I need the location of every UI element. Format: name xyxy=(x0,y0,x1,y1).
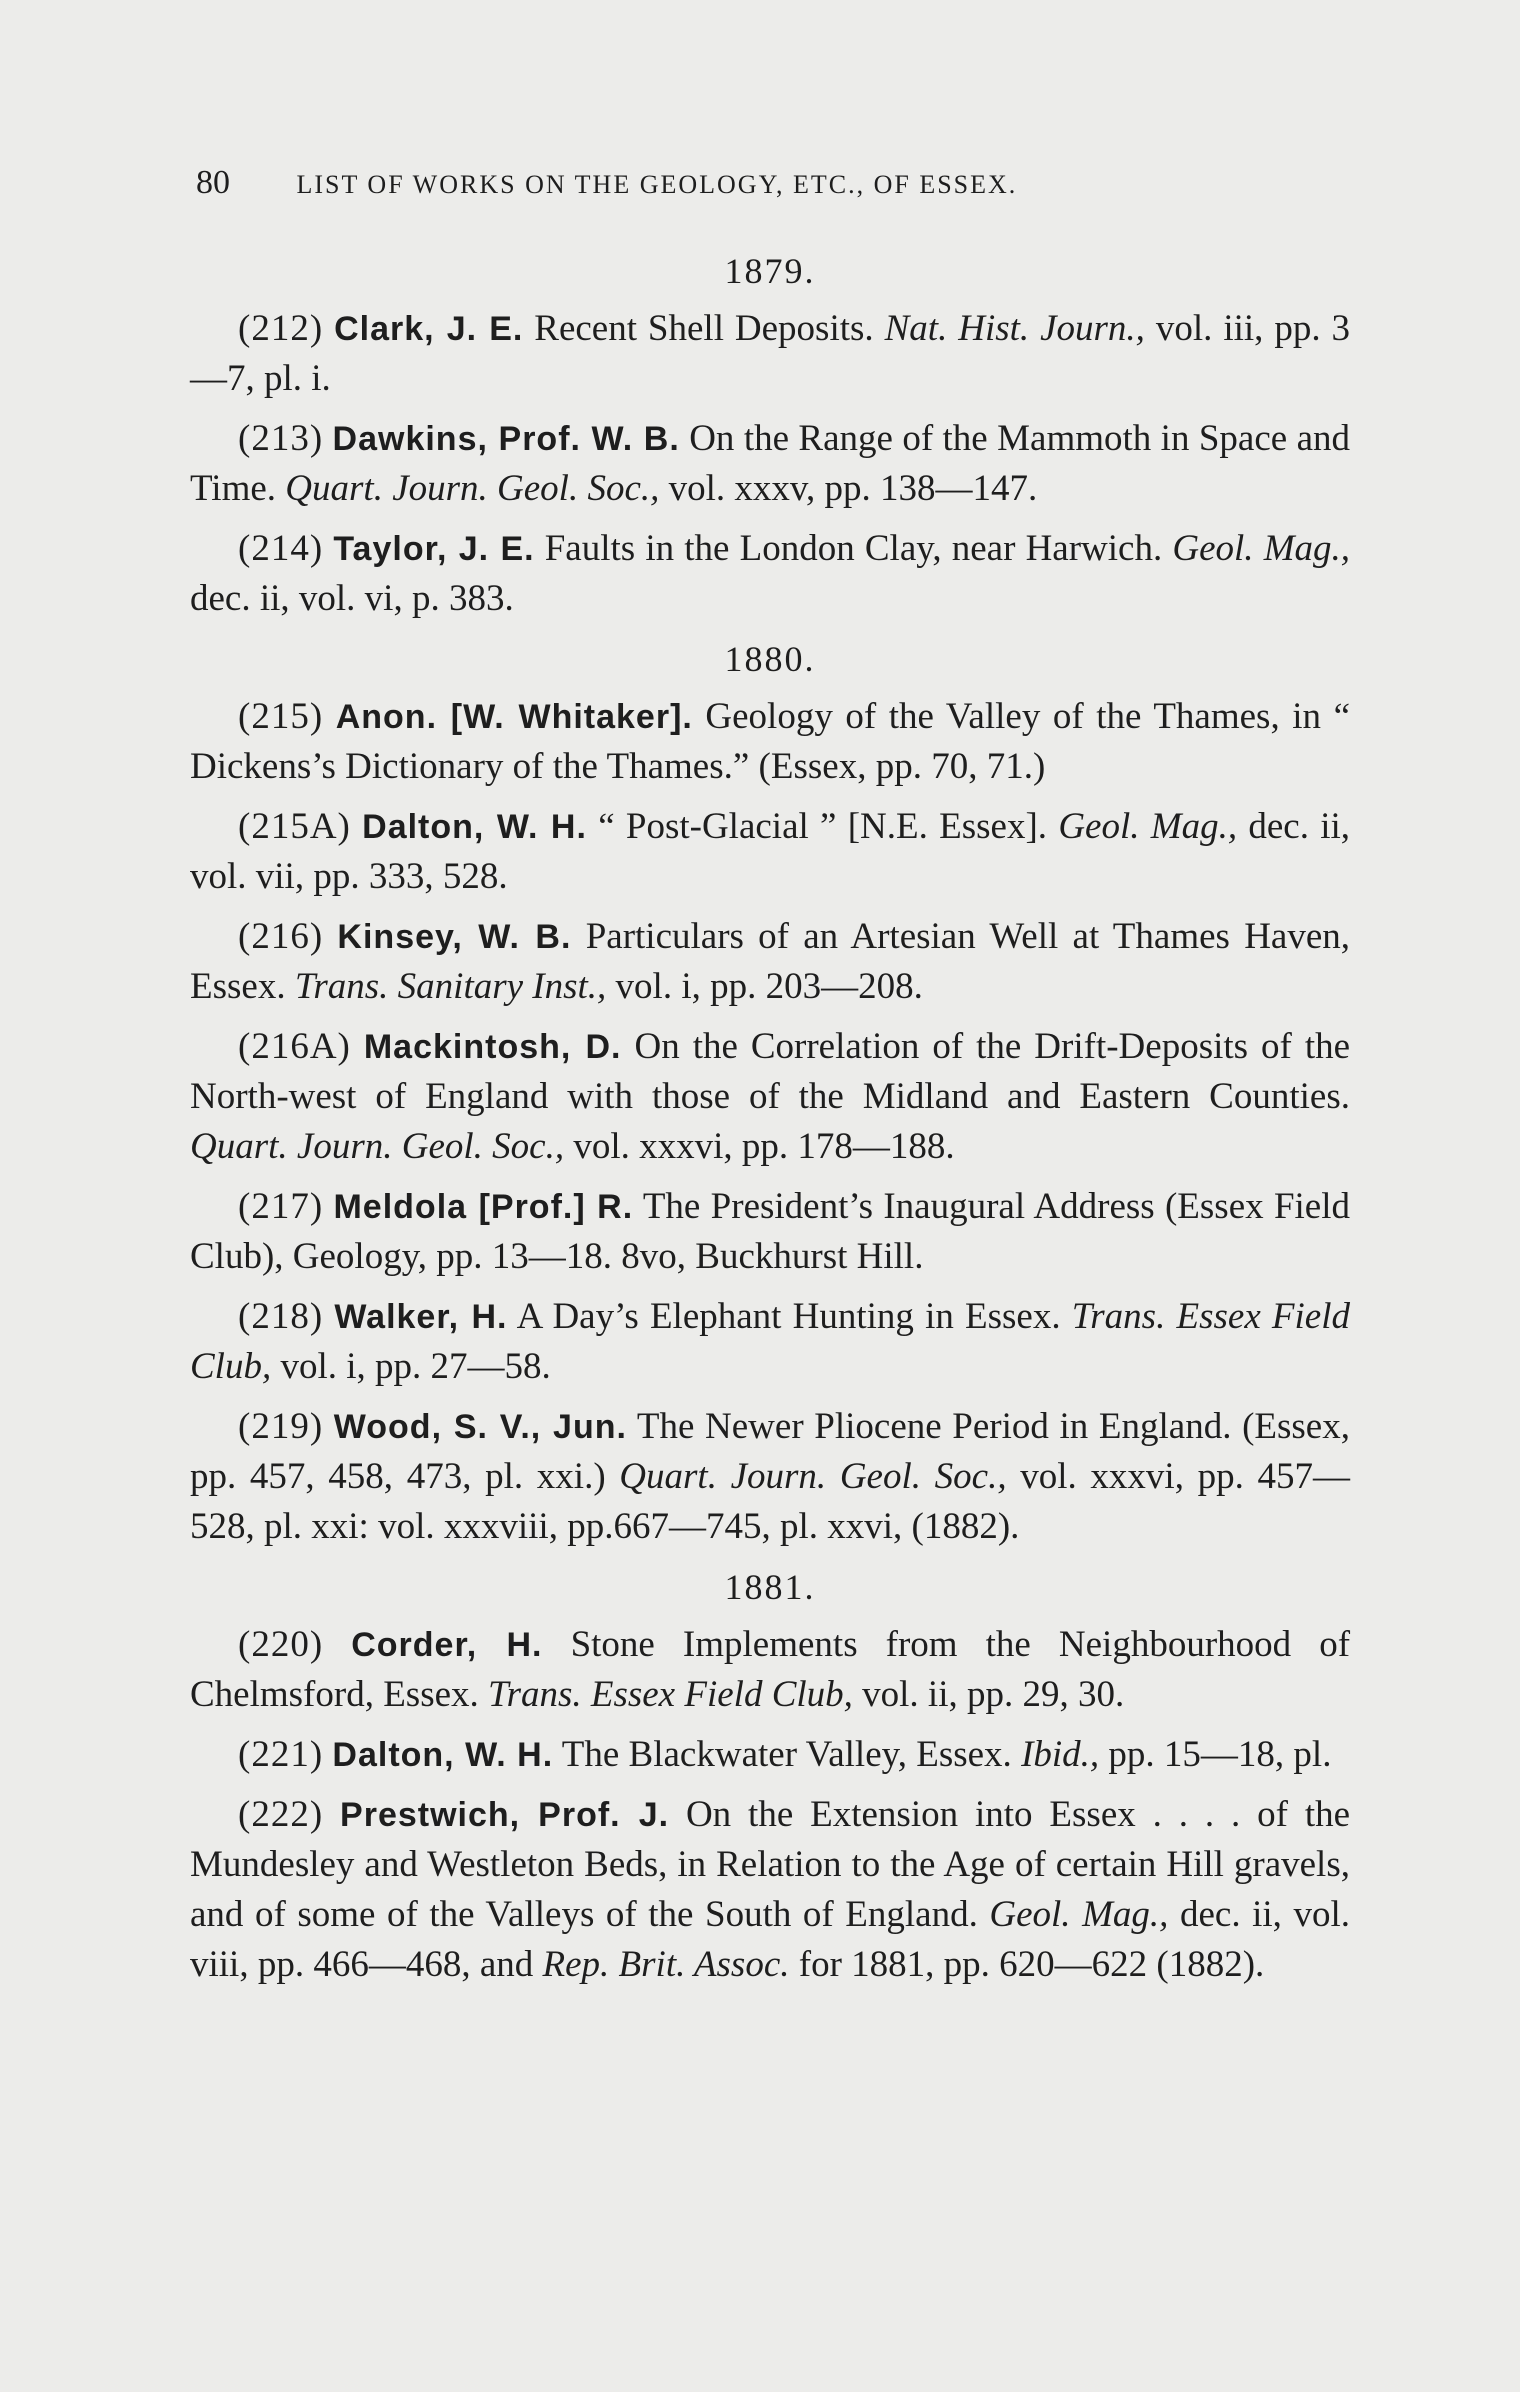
bibliography-entry xyxy=(190,524,1350,624)
bibliography-entry xyxy=(190,1182,1350,1282)
page-number: 80 xyxy=(196,164,230,201)
entry-source: Trans. Sanitary Inst., xyxy=(294,966,607,1007)
entry-number: (213) xyxy=(238,418,324,459)
entry-source: Quart. Journ. Geol. Soc., xyxy=(285,468,660,509)
bibliography-entry xyxy=(190,1402,1350,1552)
entry-author: Walker, H. xyxy=(334,1298,508,1336)
entry-number: (216) xyxy=(238,916,324,957)
entry-author: Clark, J. E. xyxy=(334,310,524,348)
entry-title: Geology of the Valley of the Thames, in “ Dickens’s Dictionary of the Thames.” (Essex, pp. 70, 71.) xyxy=(190,696,1350,787)
entry-number: (214) xyxy=(238,528,324,569)
entry-source: Ibid., xyxy=(1021,1734,1100,1775)
entry-source: Rep. Brit. Assoc. xyxy=(542,1944,790,1985)
entry-title: On the Range of the Mammoth in Space and Time. xyxy=(190,418,1350,509)
entry-title: Recent Shell Deposits. xyxy=(534,308,874,349)
entry-author: Dalton, W. H. xyxy=(362,808,587,846)
entry-title: The President’s Inaugural Address (Essex Field Club), Geology, pp. 13—18. 8vo, Buckhurst Hill. xyxy=(190,1186,1351,1277)
entry-author: Dalton, W. H. xyxy=(332,1736,554,1774)
bibliography-entry xyxy=(190,304,1350,404)
entry-author: Kinsey, W. B. xyxy=(337,918,572,956)
entry-number: (215) xyxy=(238,696,324,737)
entry-number: (222) xyxy=(238,1794,324,1835)
entry-title: Stone Implements from the Neighbourhood of Chelmsford, Essex. xyxy=(190,1624,1351,1715)
entry-number: (216A) xyxy=(238,1026,351,1067)
entry-source: Quart. Journ. Geol. Soc., xyxy=(619,1456,1007,1497)
entry-source: Geol. Mag., xyxy=(1172,528,1351,569)
entry-author: Dawkins, Prof. W. B. xyxy=(332,420,680,458)
entry-author: Corder, H. xyxy=(351,1626,543,1664)
entry-author: Wood, S. V., Jun. xyxy=(333,1408,627,1446)
entry-title: On the Correlation of the Drift-Deposits of the North-west of England with those of the Midland and Eastern Counties. xyxy=(190,1026,1351,1117)
entry-number: (220) xyxy=(238,1624,324,1665)
entry-details: for 1881, pp. 620—622 (1882). xyxy=(798,1944,1265,1985)
entry-title: Faults in the London Clay, near Harwich. xyxy=(544,528,1163,569)
entry-author: Taylor, J. E. xyxy=(333,530,535,568)
entry-author: Mackintosh, D. xyxy=(363,1028,622,1066)
entry-title: On the Extension into Essex . . . . of the Mundesley and Westleton Beds, in Relation to the Age of certain Hill gravels, and of some of the Valleys of the South of England. xyxy=(190,1794,1351,1935)
entry-title: Particulars of an Artesian Well at Thames Haven, Essex. xyxy=(190,916,1351,1007)
entry-title: A Day’s Elephant Hunting in Essex. xyxy=(516,1296,1061,1337)
entry-title: The Blackwater Valley, Essex. xyxy=(561,1734,1012,1775)
year-heading: 1881. xyxy=(724,1567,816,1607)
bibliography-entry xyxy=(190,1790,1350,1990)
entry-number: (218) xyxy=(238,1296,324,1337)
entry-source: Trans. Essex Field Club, xyxy=(190,1296,1350,1387)
bibliography-entry xyxy=(190,1292,1350,1392)
entry-source: Trans. Essex Field Club, xyxy=(488,1674,853,1715)
bibliography-list xyxy=(190,238,1350,2000)
entry-details: vol. i, pp. 203—208. xyxy=(615,966,923,1007)
entry-number: (217) xyxy=(238,1186,324,1227)
entry-number: (212) xyxy=(238,308,324,349)
entry-source: Quart. Journ. Geol. Soc., xyxy=(190,1126,565,1167)
bibliography-entry xyxy=(190,1620,1350,1720)
year-heading: 1880. xyxy=(724,639,816,679)
bibliography-entry xyxy=(190,414,1350,514)
entry-title: “ Post-Glacial ” [N.E. Essex]. xyxy=(598,806,1048,847)
entry-source: Nat. Hist. Journ., xyxy=(884,308,1145,349)
entry-number: (219) xyxy=(238,1406,324,1447)
entry-details: pp. 15—18, pl. xyxy=(1108,1734,1332,1775)
entry-details: dec. ii, vol. viii, pp. 466—468, and xyxy=(190,1894,1350,1985)
bibliography-entry xyxy=(190,1730,1350,1780)
entry-number: (221) xyxy=(238,1734,324,1775)
entry-details: vol. i, pp. 27—58. xyxy=(280,1346,551,1387)
entry-source: Geol. Mag., xyxy=(1058,806,1238,847)
entry-author: Prestwich, Prof. J. xyxy=(340,1796,670,1834)
bibliography-entry xyxy=(190,1022,1350,1172)
bibliography-entry xyxy=(190,692,1350,792)
entry-number: (215A) xyxy=(238,806,351,847)
bibliography-entry xyxy=(190,802,1350,902)
bibliography-entry xyxy=(190,912,1350,1012)
entry-details: vol. iii, pp. 3—7, pl. i. xyxy=(190,308,1351,399)
entry-author: Anon. [W. Whitaker]. xyxy=(335,698,693,736)
entry-details: vol. xxxvi, pp. 457—528, pl. xxi: vol. xxxviii, pp.667—745, pl. xxvi, (1882). xyxy=(190,1456,1350,1547)
entry-details: vol. xxxv, pp. 138—147. xyxy=(668,468,1038,509)
entry-details: dec. ii, vol. vii, pp. 333, 528. xyxy=(190,806,1351,897)
entry-details: dec. ii, vol. vi, p. 383. xyxy=(190,578,514,619)
entry-author: Meldola [Prof.] R. xyxy=(333,1188,634,1226)
running-title: LIST OF WORKS ON THE GEOLOGY, ETC., OF ESSEX. xyxy=(296,170,1018,199)
running-head xyxy=(196,164,1216,202)
entry-title: The Newer Pliocene Period in England. (Essex, pp. 457, 458, 473, pl. xxi.) xyxy=(190,1406,1350,1497)
entry-details: vol. xxxvi, pp. 178—188. xyxy=(573,1126,955,1167)
year-heading: 1879. xyxy=(724,251,816,291)
entry-source: Geol. Mag., xyxy=(989,1894,1169,1935)
entry-details: vol. ii, pp. 29, 30. xyxy=(862,1674,1125,1715)
